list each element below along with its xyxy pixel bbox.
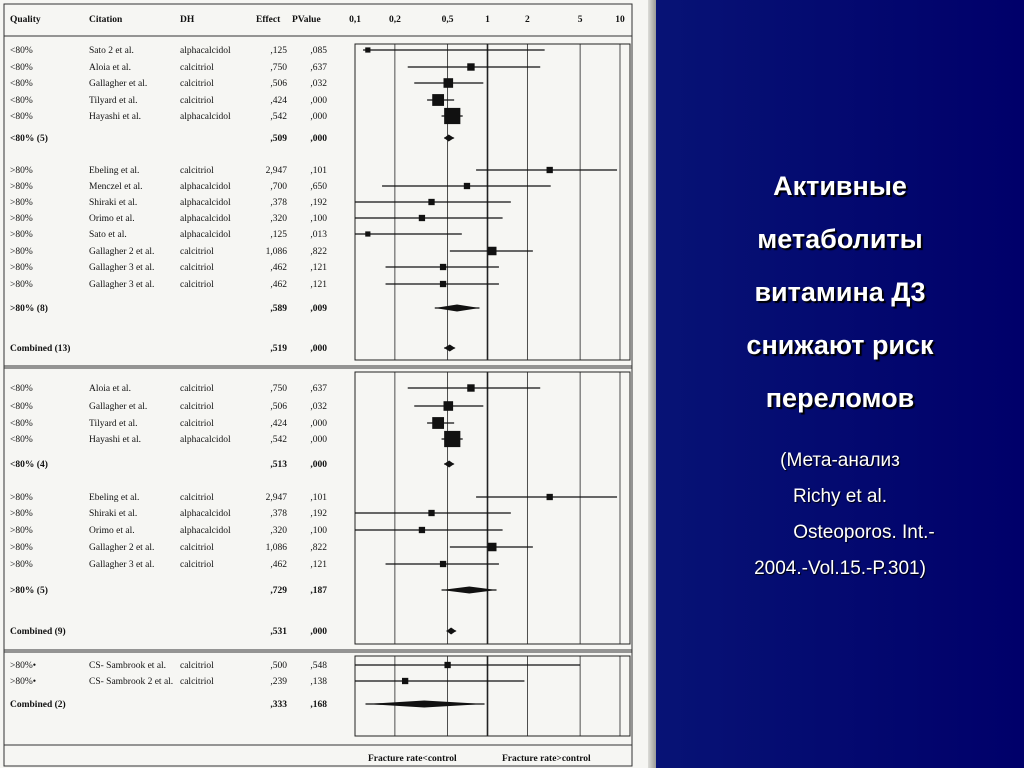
effect-square: [443, 401, 453, 411]
tick-label: 5: [577, 15, 583, 25]
study-row: [10, 384, 540, 394]
cell-effect: ,462: [270, 263, 287, 273]
effect-square: [428, 510, 434, 516]
tick-label: 0,2: [388, 15, 401, 25]
pooled-row: [10, 303, 479, 314]
cell-citation: Ebeling et al.: [89, 493, 140, 503]
cell-effect: ,506: [270, 402, 287, 412]
cell-quality: >80%: [10, 182, 33, 192]
title-line: метаболиты: [757, 224, 923, 254]
cell-citation: Tilyard et al.: [89, 96, 138, 106]
study-row: [10, 182, 551, 192]
tick-label: 10: [615, 15, 625, 25]
cell-quality: >80% (8): [10, 304, 48, 314]
cell-dh: calcitriol: [180, 63, 214, 73]
study-row: [10, 263, 499, 273]
title-line: переломов: [765, 383, 915, 413]
cell-effect: ,378: [270, 509, 287, 519]
cell-quality: >80%: [10, 560, 33, 570]
cell-citation: Gallagher 3 et al.: [89, 560, 155, 570]
axis-footer: [368, 754, 591, 764]
cell-dh: calcitriol: [180, 263, 214, 273]
cell-dh: alphacalcidol: [180, 46, 231, 56]
study-row: [10, 509, 511, 519]
cell-effect: ,333: [270, 700, 287, 710]
header-quality: Quality: [10, 15, 41, 25]
reference-block: [680, 443, 1000, 587]
cell-effect: ,513: [270, 460, 287, 470]
study-row: [10, 63, 540, 73]
plot-region: [355, 372, 630, 644]
header-pvalue: PValue: [292, 15, 321, 25]
cell-effect: ,462: [270, 560, 287, 570]
header-effect: Effect: [256, 15, 281, 25]
cell-quality: Combined (2): [10, 700, 66, 710]
pooled-diamond: [435, 305, 480, 312]
cell-quality: >80%: [10, 263, 33, 273]
cell-citation: Tilyard et al.: [89, 419, 138, 429]
study-row: [10, 94, 454, 106]
reference-line: (Мета-анализ: [780, 450, 900, 471]
cell-quality: <80%: [10, 419, 33, 429]
effect-square: [443, 78, 453, 88]
cell-pvalue: ,000: [310, 627, 327, 637]
reference-line: Richy et al.: [793, 486, 887, 507]
cell-citation: Gallagher 3 et al.: [89, 280, 155, 290]
cell-dh: alphacalcidol: [180, 182, 231, 192]
plot-region: [355, 656, 630, 736]
effect-square: [547, 494, 553, 500]
cell-pvalue: ,100: [310, 526, 327, 536]
cell-pvalue: ,000: [310, 344, 327, 354]
effect-square: [365, 231, 370, 236]
pooled-diamond: [365, 701, 484, 708]
cell-quality: >80%: [10, 230, 33, 240]
cell-pvalue: ,032: [310, 79, 327, 89]
cell-effect: ,125: [270, 46, 287, 56]
cell-quality: <80%: [10, 63, 33, 73]
cell-pvalue: ,192: [310, 198, 327, 208]
cell-quality: <80%: [10, 402, 33, 412]
cell-dh: calcitriol: [180, 543, 214, 553]
cell-citation: CS- Sambrook 2 et al.: [89, 677, 174, 687]
table-header: [10, 15, 321, 25]
effect-square: [444, 662, 450, 668]
cell-effect: ,125: [270, 230, 287, 240]
cell-pvalue: ,121: [310, 263, 327, 273]
cell-citation: Ebeling et al.: [89, 166, 140, 176]
pooled-row: [10, 699, 485, 710]
chart-rows: [10, 44, 630, 736]
cell-pvalue: ,822: [310, 543, 327, 553]
effect-square: [467, 63, 474, 70]
cell-effect: 2,947: [265, 493, 287, 503]
cell-pvalue: ,121: [310, 560, 327, 570]
pooled-row: [10, 626, 456, 637]
study-row: [10, 661, 580, 671]
cell-pvalue: ,100: [310, 214, 327, 224]
cell-quality: >80%: [10, 198, 33, 208]
tick-label: 2: [525, 15, 530, 25]
header-citation: Citation: [89, 15, 123, 25]
cell-pvalue: ,192: [310, 509, 327, 519]
title-line: снижают риск: [746, 330, 934, 360]
cell-pvalue: ,637: [310, 384, 327, 394]
cell-pvalue: ,000: [310, 112, 327, 122]
cell-quality: >80%: [10, 493, 33, 503]
section-2: [10, 372, 630, 644]
effect-square: [467, 384, 474, 391]
effect-square: [440, 264, 446, 270]
cell-dh: alphacalcidol: [180, 526, 231, 536]
cell-effect: ,424: [270, 96, 287, 106]
study-row: [10, 78, 483, 89]
cell-dh: calcitriol: [180, 661, 214, 671]
cell-effect: 1,086: [265, 543, 287, 553]
cell-pvalue: ,121: [310, 280, 327, 290]
cell-effect: ,729: [270, 586, 287, 596]
effect-square: [464, 183, 470, 189]
effect-square: [444, 108, 460, 124]
cell-dh: alphacalcidol: [180, 435, 231, 445]
tick-label: 1: [485, 15, 490, 25]
cell-citation: Gallagher 2 et al.: [89, 247, 155, 257]
cell-pvalue: ,085: [310, 46, 327, 56]
cell-pvalue: ,138: [310, 677, 327, 687]
tick-label: 0,1: [349, 15, 361, 25]
cell-quality: >80%: [10, 214, 33, 224]
cell-citation: Gallagher 3 et al.: [89, 263, 155, 273]
cell-pvalue: ,101: [310, 493, 327, 503]
cell-quality: >80%: [10, 526, 33, 536]
pooled-diamond: [444, 461, 454, 468]
cell-quality: <80% (5): [10, 134, 48, 144]
footer-left-label: Fracture rate<control: [368, 754, 457, 764]
pooled-row: [10, 585, 497, 596]
cell-pvalue: ,822: [310, 247, 327, 257]
cell-pvalue: ,000: [310, 419, 327, 429]
cell-pvalue: ,000: [310, 134, 327, 144]
cell-citation: Gallagher et al.: [89, 402, 148, 412]
cell-citation: Shiraki et al.: [89, 509, 138, 519]
effect-square: [440, 561, 446, 567]
cell-quality: <80%: [10, 96, 33, 106]
cell-citation: Orimo et al.: [89, 526, 135, 536]
cell-citation: Shiraki et al.: [89, 198, 138, 208]
cell-quality: <80%: [10, 46, 33, 56]
cell-effect: ,378: [270, 198, 287, 208]
cell-effect: ,542: [270, 435, 287, 445]
study-row: [10, 198, 511, 208]
title-line: витамина Д3: [754, 277, 926, 307]
cell-quality: <80%: [10, 79, 33, 89]
cell-citation: Gallagher 2 et al.: [89, 543, 155, 553]
cell-citation: Aloia et al.: [89, 63, 131, 73]
slide-title: [680, 160, 1000, 425]
study-row: [10, 230, 462, 240]
study-row: [10, 543, 533, 553]
reference-line: Osteoporos. Int.-: [793, 522, 935, 543]
cell-pvalue: ,650: [310, 182, 327, 192]
cell-quality: <80%: [10, 112, 33, 122]
cell-citation: Orimo et al.: [89, 214, 135, 224]
study-row: [10, 493, 617, 503]
cell-quality: Combined (13): [10, 344, 71, 354]
study-row: [10, 417, 454, 429]
cell-citation: Aloia et al.: [89, 384, 131, 394]
cell-effect: ,509: [270, 134, 287, 144]
pooled-row: [10, 459, 454, 470]
cell-effect: ,542: [270, 112, 287, 122]
effect-square: [488, 543, 497, 552]
study-row: [10, 46, 545, 56]
cell-effect: ,506: [270, 79, 287, 89]
cell-quality: >80%•: [10, 677, 37, 687]
reference-line: 2004.-Vol.15.-P.301): [754, 558, 926, 579]
cell-dh: calcitriol: [180, 247, 214, 257]
section-1: [10, 44, 630, 360]
cell-quality: >80%: [10, 543, 33, 553]
cell-dh: alphacalcidol: [180, 198, 231, 208]
cell-effect: ,750: [270, 63, 287, 73]
cell-effect: ,239: [270, 677, 287, 687]
study-row: [10, 401, 483, 412]
cell-effect: ,589: [270, 304, 287, 314]
cell-effect: ,320: [270, 526, 287, 536]
cell-pvalue: ,187: [310, 586, 327, 596]
study-row: [10, 560, 499, 570]
tick-label: 0,5: [441, 15, 454, 25]
pooled-row: [10, 133, 454, 144]
cell-dh: alphacalcidol: [180, 112, 231, 122]
cell-quality: >80%: [10, 166, 33, 176]
cell-effect: 1,086: [265, 247, 287, 257]
effect-square: [488, 247, 497, 256]
cell-citation: Gallagher et al.: [89, 79, 148, 89]
title-line: Активные: [773, 171, 907, 201]
cell-pvalue: ,013: [310, 230, 327, 240]
cell-pvalue: ,101: [310, 166, 327, 176]
cell-pvalue: ,032: [310, 402, 327, 412]
cell-pvalue: ,000: [310, 96, 327, 106]
cell-citation: Menczel et al.: [89, 182, 143, 192]
cell-effect: ,531: [270, 627, 287, 637]
cell-pvalue: ,548: [310, 661, 327, 671]
cell-dh: calcitriol: [180, 493, 214, 503]
study-row: [10, 214, 503, 224]
effect-square: [419, 527, 425, 533]
cell-effect: ,320: [270, 214, 287, 224]
pooled-diamond: [444, 135, 454, 142]
effect-square: [419, 215, 425, 221]
cell-effect: ,519: [270, 344, 287, 354]
cell-quality: >80%: [10, 247, 33, 257]
slide-text-panel: [680, 160, 1000, 587]
cell-dh: calcitriol: [180, 560, 214, 570]
cell-dh: alphacalcidol: [180, 230, 231, 240]
section-3: [10, 656, 630, 736]
pooled-row: [10, 343, 455, 354]
study-row: [10, 166, 617, 176]
cell-pvalue: ,000: [310, 435, 327, 445]
effect-square: [444, 431, 460, 447]
study-row: [10, 526, 503, 536]
cell-dh: calcitriol: [180, 677, 214, 687]
cell-dh: calcitriol: [180, 79, 214, 89]
cell-quality: Combined (9): [10, 627, 66, 637]
cell-dh: calcitriol: [180, 384, 214, 394]
cell-effect: ,700: [270, 182, 287, 192]
cell-quality: >80%: [10, 280, 33, 290]
cell-dh: calcitriol: [180, 419, 214, 429]
cell-pvalue: ,009: [310, 304, 327, 314]
cell-effect: ,750: [270, 384, 287, 394]
cell-effect: ,424: [270, 419, 287, 429]
cell-citation: Hayashi et al.: [89, 112, 141, 122]
cell-citation: Sato et al.: [89, 230, 127, 240]
cell-dh: alphacalcidol: [180, 509, 231, 519]
cell-dh: alphacalcidol: [180, 214, 231, 224]
study-row: [10, 280, 499, 290]
cell-pvalue: ,637: [310, 63, 327, 73]
effect-square: [440, 281, 446, 287]
effect-square: [402, 678, 408, 684]
cell-effect: 2,947: [265, 166, 287, 176]
cell-quality: <80% (4): [10, 460, 48, 470]
cell-dh: calcitriol: [180, 166, 214, 176]
cell-quality: >80%: [10, 509, 33, 519]
cell-effect: ,500: [270, 661, 287, 671]
cell-dh: calcitriol: [180, 402, 214, 412]
cell-dh: calcitriol: [180, 280, 214, 290]
cell-quality: <80%: [10, 435, 33, 445]
cell-quality: >80%•: [10, 661, 37, 671]
cell-effect: ,462: [270, 280, 287, 290]
footer-right-label: Fracture rate>control: [502, 754, 591, 764]
cell-pvalue: ,168: [310, 700, 327, 710]
cell-pvalue: ,000: [310, 460, 327, 470]
cell-quality: >80% (5): [10, 586, 48, 596]
pooled-diamond: [444, 345, 455, 352]
cell-citation: Sato 2 et al.: [89, 46, 134, 56]
effect-square: [432, 94, 444, 106]
cell-quality: <80%: [10, 384, 33, 394]
effect-square: [428, 199, 434, 205]
effect-square: [365, 47, 370, 52]
cell-citation: CS- Sambrook et al.: [89, 661, 167, 671]
cell-citation: Hayashi et al.: [89, 435, 141, 445]
axis-tick-labels: [349, 15, 625, 25]
study-row: [10, 247, 533, 257]
effect-square: [432, 417, 444, 429]
effect-square: [547, 167, 553, 173]
header-dh: DH: [180, 15, 195, 25]
cell-dh: calcitriol: [180, 96, 214, 106]
